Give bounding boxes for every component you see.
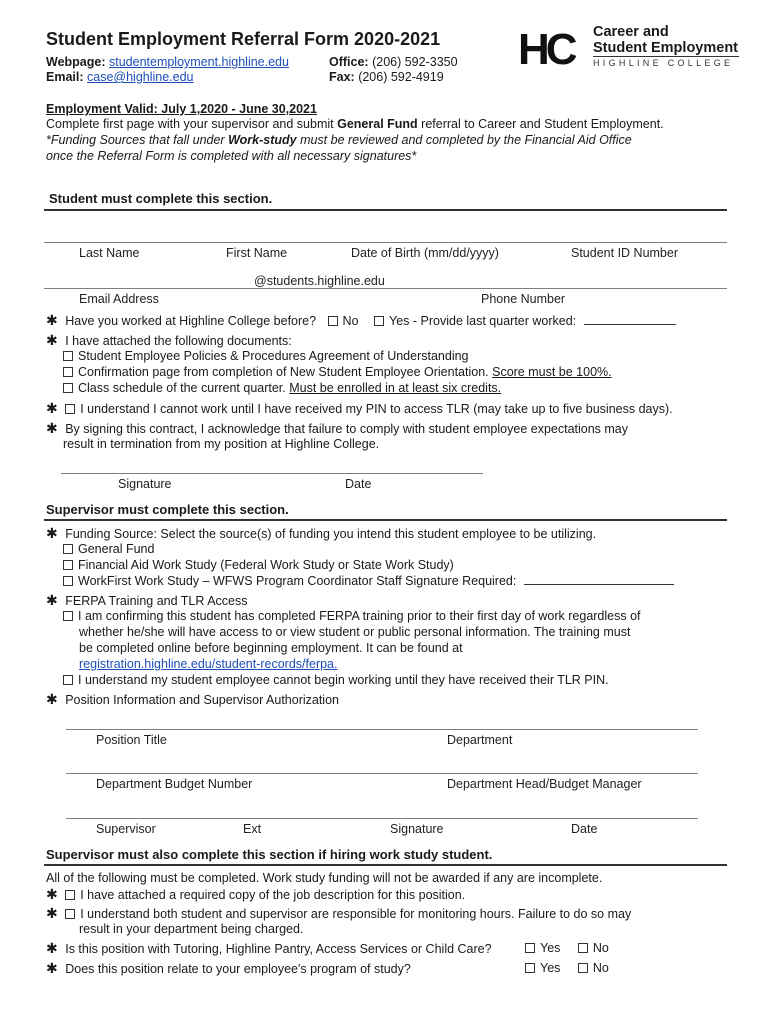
pin-item: ✱ I understand I cannot work until I have received my PIN to access TLR (may take up to five business days). bbox=[46, 400, 673, 416]
first-name-label: First Name bbox=[226, 246, 288, 260]
required-star-icon: ✱ bbox=[46, 960, 58, 976]
workstudy-intro: All of the following must be completed. Work study funding will not be awarded if any are incomplete. bbox=[46, 871, 603, 885]
worked-yes-checkbox[interactable] bbox=[374, 316, 384, 326]
program-question: ✱ Does this position relate to your employee's program of study? bbox=[46, 960, 411, 976]
supervisor-date-label: Date bbox=[571, 822, 598, 836]
general-fund-checkbox[interactable] bbox=[63, 544, 73, 554]
department-label: Department bbox=[447, 733, 513, 747]
last-name-label: Last Name bbox=[79, 246, 140, 260]
budget-number-label: Department Budget Number bbox=[96, 777, 253, 791]
required-star-icon: ✱ bbox=[46, 400, 58, 416]
hours-item: ✱ I understand both student and supervisor are responsible for monitoring hours. Failure to do so may bbox=[46, 905, 632, 921]
webpage-row bbox=[46, 55, 289, 69]
hours-line2: result in your department being charged. bbox=[79, 922, 304, 936]
required-star-icon: ✱ bbox=[46, 332, 58, 348]
email-address-label: Email Address bbox=[79, 292, 159, 306]
logo-rule bbox=[593, 56, 739, 57]
intro-line3: once the Referral Form is completed with all necessary signatures* bbox=[46, 149, 417, 163]
webpage-link[interactable]: studentemployment.highline.edu bbox=[108, 55, 289, 69]
general-fund-item: General Fund bbox=[63, 542, 154, 557]
fin-aid-checkbox[interactable] bbox=[63, 560, 73, 570]
fax-label: Fax: bbox=[329, 70, 355, 84]
ferpa-item: ✱ FERPA Training and TLR Access bbox=[46, 592, 248, 608]
student-signature-line[interactable] bbox=[61, 473, 483, 474]
position-row-line[interactable] bbox=[66, 729, 698, 730]
logo-line1: Career and bbox=[593, 24, 669, 40]
doc3-item: Class schedule of the current quarter. Must be enrolled in at least six credits. bbox=[63, 381, 501, 396]
required-star-icon: ✱ bbox=[46, 691, 58, 707]
required-star-icon: ✱ bbox=[46, 312, 58, 328]
dob-label: Date of Birth (mm/dd/yyyy) bbox=[351, 246, 499, 260]
tlr-checkbox[interactable] bbox=[63, 675, 73, 685]
office-label: Office: bbox=[329, 55, 369, 69]
position-info: ✱ Position Information and Supervisor Authorization bbox=[46, 691, 339, 707]
email-domain: @students.highline.edu bbox=[254, 274, 385, 288]
email-label: Email: bbox=[46, 70, 84, 84]
employment-valid: Employment Valid: July 1,2020 - June 30,2021 bbox=[46, 102, 317, 116]
email-row bbox=[46, 70, 194, 84]
job-desc-item: ✱ I have attached a required copy of the job description for this position. bbox=[46, 886, 466, 902]
program-no-checkbox[interactable] bbox=[578, 963, 588, 973]
tutoring-question: ✱ Is this position with Tutoring, Highline Pantry, Access Services or Child Care? bbox=[46, 940, 492, 956]
supervisor-heading-rule bbox=[44, 519, 727, 521]
student-section-heading: Student must complete this section. bbox=[49, 191, 273, 206]
worked-no-checkbox[interactable] bbox=[328, 316, 338, 326]
intro-line1: Complete first page with your supervisor and submit General Fund referral to Career and Student Employment. bbox=[46, 117, 664, 131]
ferpa-line2: whether he/she will have access to or view student or public personal information. The training must bbox=[79, 625, 631, 639]
career-logo bbox=[517, 25, 742, 71]
workfirst-item: WorkFirst Work Study – WFWS Program Coordinator Staff Signature Required: bbox=[63, 574, 674, 589]
required-star-icon: ✱ bbox=[46, 905, 58, 921]
workfirst-checkbox[interactable] bbox=[63, 576, 73, 586]
ferpa-confirm-item: I am confirming this student has completed FERPA training prior to their first day of work regardless of bbox=[63, 609, 641, 624]
doc3-checkbox[interactable] bbox=[63, 383, 73, 393]
required-star-icon: ✱ bbox=[46, 592, 58, 608]
required-star-icon: ✱ bbox=[46, 420, 58, 436]
supervisor-label: Supervisor bbox=[96, 822, 156, 836]
required-star-icon: ✱ bbox=[46, 940, 58, 956]
budget-row-line[interactable] bbox=[66, 773, 698, 774]
supervisor-row-line[interactable] bbox=[66, 818, 698, 819]
fin-aid-item: Financial Aid Work Study (Federal Work Study or State Work Study) bbox=[63, 558, 454, 573]
hc-logo-icon bbox=[517, 25, 589, 71]
pin-checkbox[interactable] bbox=[65, 404, 75, 414]
hours-checkbox[interactable] bbox=[65, 909, 75, 919]
ferpa-checkbox[interactable] bbox=[63, 611, 73, 621]
supervisor-section-heading: Supervisor must complete this section. bbox=[46, 502, 289, 517]
form-title: Student Employment Referral Form 2020-2021 bbox=[46, 29, 441, 49]
position-title-label: Position Title bbox=[96, 733, 167, 747]
budget-manager-label: Department Head/Budget Manager bbox=[447, 777, 642, 791]
attached-docs: ✱ I have attached the following documents: bbox=[46, 332, 292, 348]
program-yes-checkbox[interactable] bbox=[525, 963, 535, 973]
tlr-item: I understand my student employee cannot begin working until they have received their TLR PIN. bbox=[63, 673, 609, 688]
email-link[interactable]: case@highline.edu bbox=[87, 70, 194, 84]
funding-source: ✱ Funding Source: Select the source(s) of funding you intend this student employee to be utilizing. bbox=[46, 525, 597, 541]
tutoring-no-checkbox[interactable] bbox=[578, 943, 588, 953]
student-id-label: Student ID Number bbox=[571, 246, 678, 260]
doc1-item: Student Employee Policies & Procedures Agreement of Understanding bbox=[63, 349, 469, 364]
workstudy-section-heading: Supervisor must also complete this section if hiring work study student. bbox=[46, 847, 493, 862]
tutoring-yes-checkbox[interactable] bbox=[525, 943, 535, 953]
wfws-signature-field[interactable] bbox=[524, 575, 674, 585]
email-row-line[interactable] bbox=[44, 288, 727, 289]
fax-row bbox=[329, 70, 444, 84]
job-desc-checkbox[interactable] bbox=[65, 890, 75, 900]
program-options: Yes No bbox=[525, 961, 609, 976]
contract-item: ✱ By signing this contract, I acknowledge that failure to comply with student employee expectations may bbox=[46, 420, 629, 436]
logo-line2: Student Employment bbox=[593, 39, 739, 56]
name-row-line[interactable] bbox=[44, 242, 727, 243]
ferpa-link[interactable]: registration.highline.edu/student-records/ferpa. bbox=[79, 657, 338, 671]
ferpa-line3: be completed online before beginning employment. It can be found at bbox=[79, 641, 463, 655]
last-quarter-field[interactable] bbox=[584, 315, 676, 325]
logo-mark: HC bbox=[518, 25, 574, 71]
tutoring-options: Yes No bbox=[525, 941, 609, 956]
supervisor-signature-label: Signature bbox=[390, 822, 444, 836]
office-value: (206) 592-3350 bbox=[372, 55, 458, 69]
fax-value: (206) 592-4919 bbox=[358, 70, 444, 84]
doc2-checkbox[interactable] bbox=[63, 367, 73, 377]
student-heading-rule bbox=[44, 209, 727, 211]
logo-text bbox=[593, 25, 738, 56]
workstudy-heading-rule bbox=[44, 864, 727, 866]
required-star-icon: ✱ bbox=[46, 525, 58, 541]
doc1-checkbox[interactable] bbox=[63, 351, 73, 361]
intro-line2: *Funding Sources that fall under Work-study must be reviewed and completed by the Financial Aid Office bbox=[46, 133, 632, 147]
logo-college: HIGHLINE COLLEGE bbox=[593, 58, 734, 68]
phone-label: Phone Number bbox=[481, 292, 566, 306]
ext-label: Ext bbox=[243, 822, 262, 836]
worked-before-question: ✱ Have you worked at Highline College before? No Yes - Provide last quarter worked: bbox=[46, 313, 676, 329]
student-signature-label: Signature bbox=[118, 477, 172, 491]
office-row bbox=[329, 55, 458, 69]
webpage-label: Webpage: bbox=[46, 55, 106, 69]
doc2-item: Confirmation page from completion of New Student Employee Orientation. Score must be 100%. bbox=[63, 365, 612, 380]
contract-line2: result in termination from my position at Highline College. bbox=[63, 437, 380, 451]
student-date-label: Date bbox=[345, 477, 372, 491]
required-star-icon: ✱ bbox=[46, 886, 58, 902]
